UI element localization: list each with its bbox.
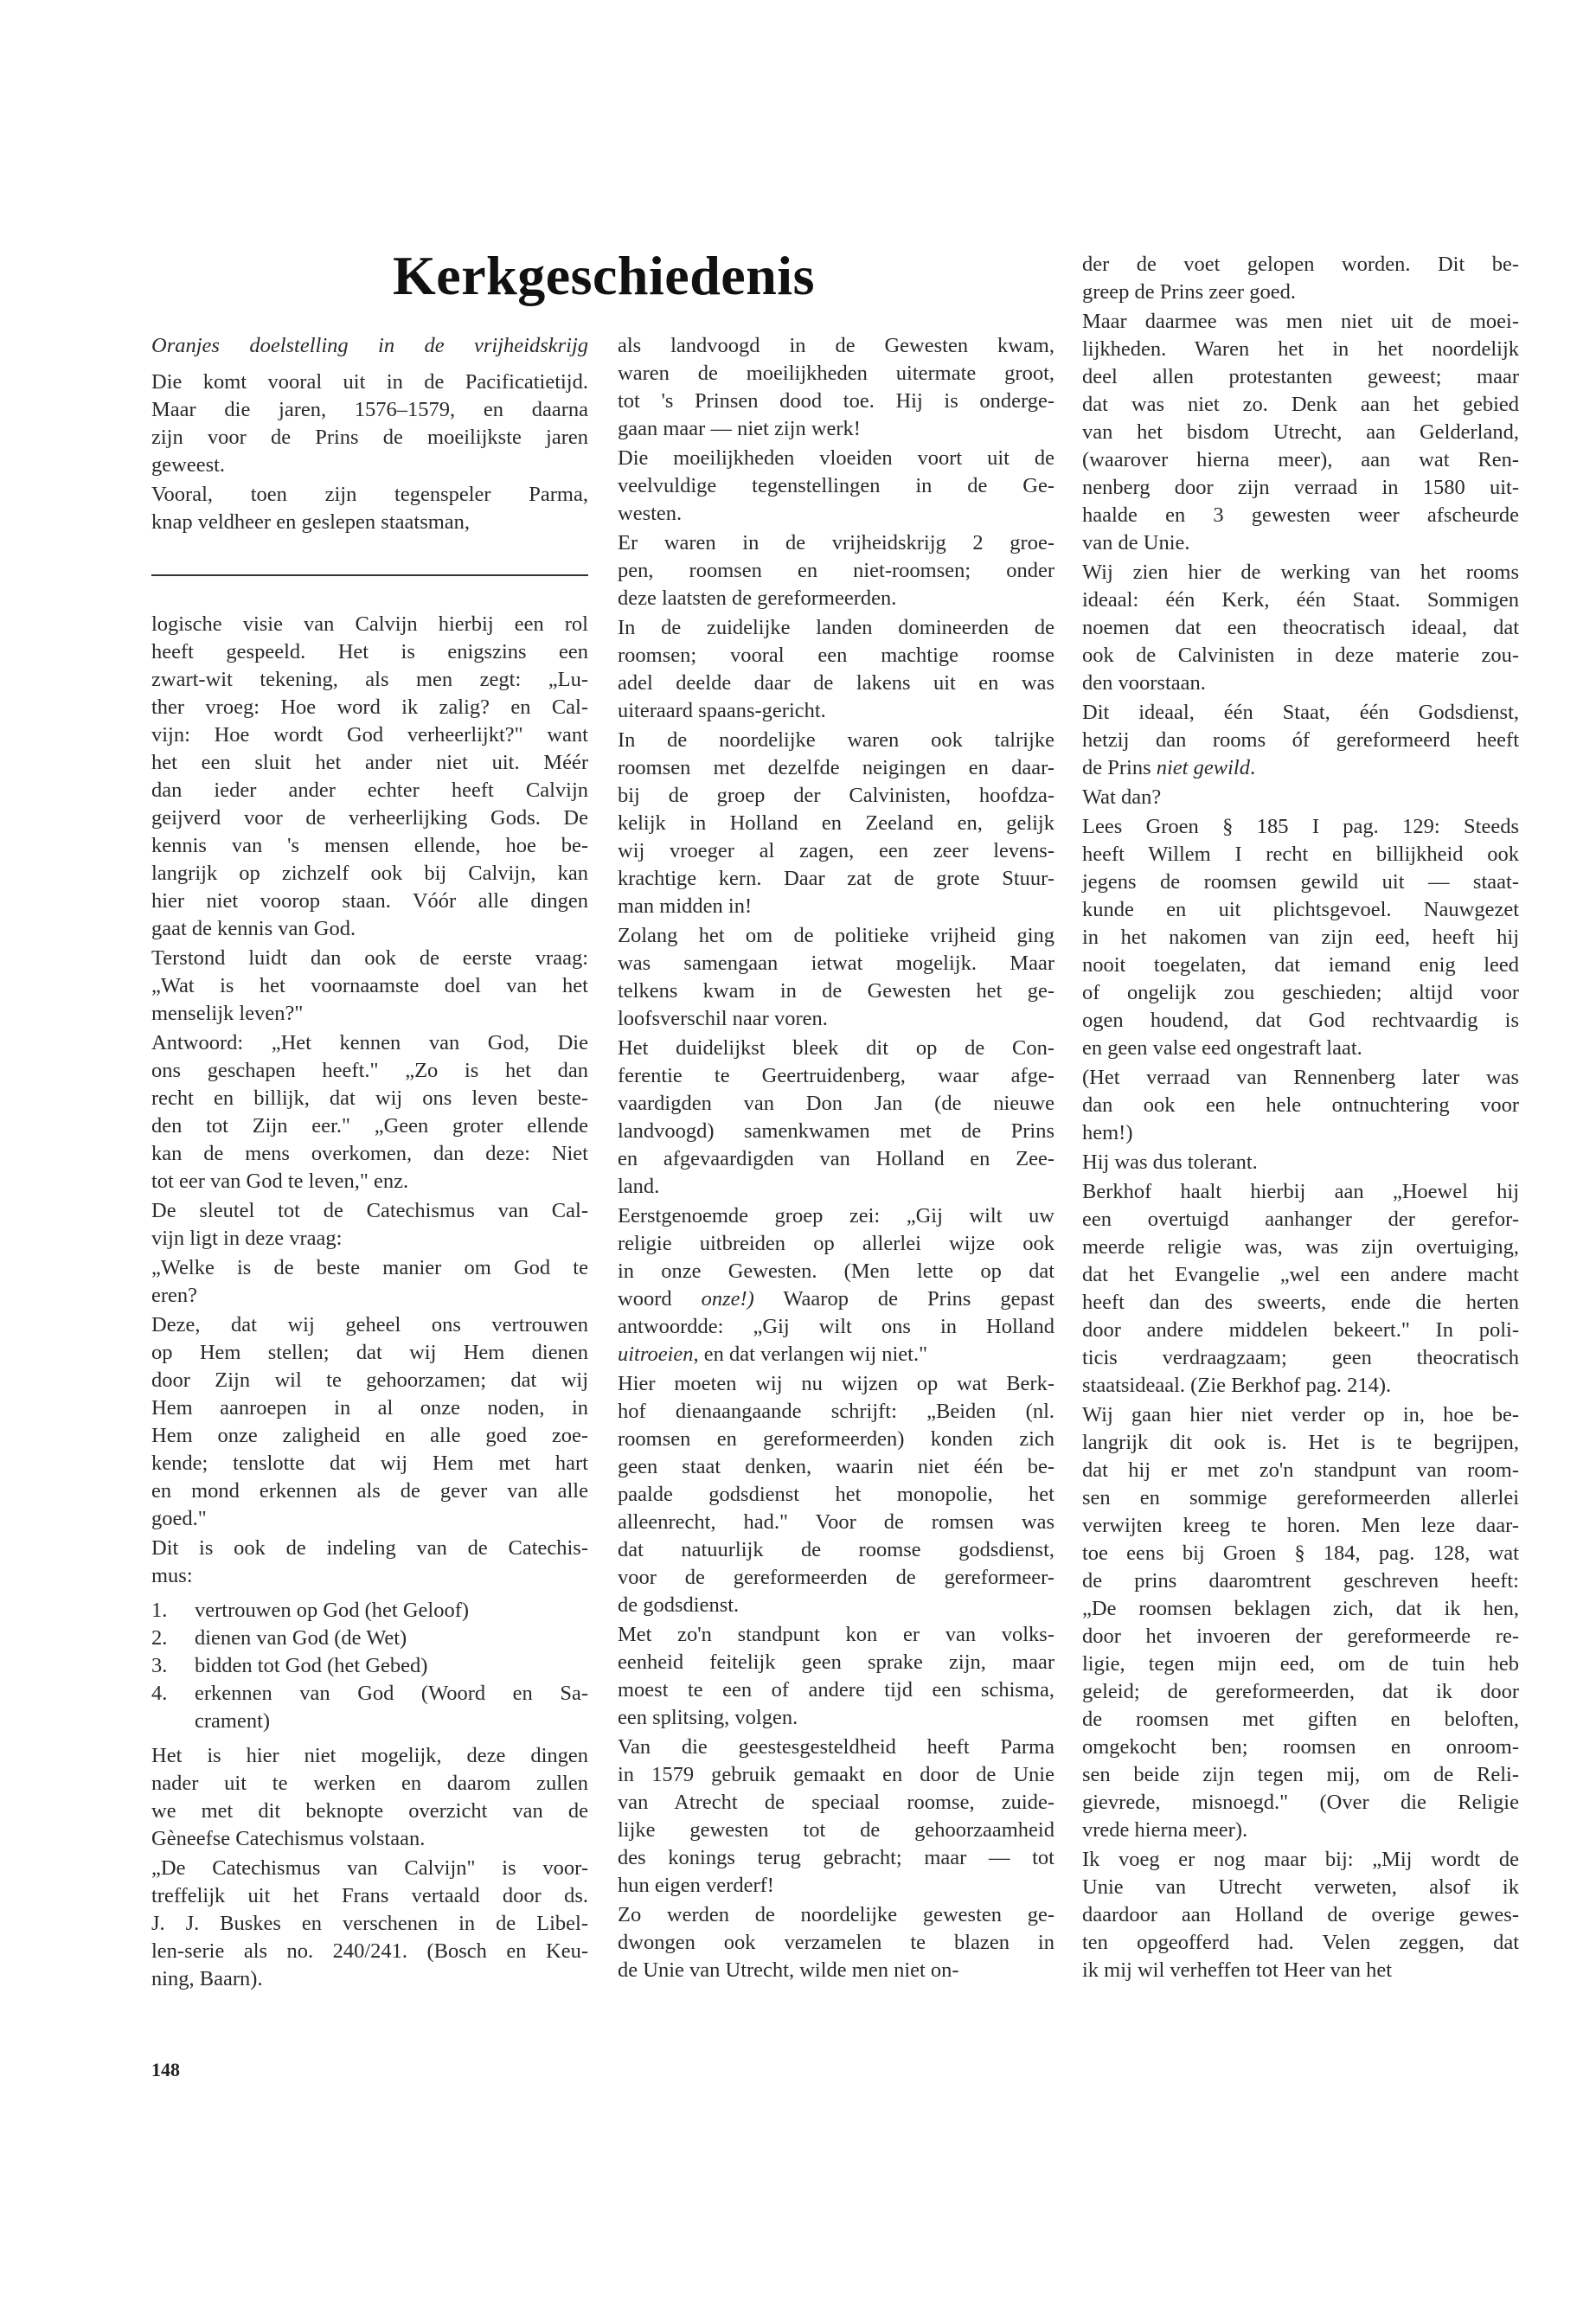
text-line: de prins daaromtrent geschreven heeft: <box>1082 1569 1519 1593</box>
list-item-text: dienen van God (de Wet) <box>195 1626 407 1650</box>
text-line: Hij was dus tolerant. <box>1082 1150 1258 1174</box>
text-line: was samengaan ietwat mogelijk. Maar <box>618 952 1054 975</box>
text-line: kende; tenslotte dat wij Hem met hart <box>151 1452 588 1475</box>
text-line: kunde en uit plichtsgevoel. Nauwgezet <box>1082 898 1519 921</box>
list-item-text: vertrouwen op God (het Geloof) <box>195 1599 470 1622</box>
paragraph <box>618 1621 1054 1732</box>
paragraph <box>151 1855 588 1993</box>
text-line: J. J. Buskes en verschenen in de Libel- <box>151 1912 588 1935</box>
text-line: geleid; de gereformeerden, dat ik door <box>1082 1680 1519 1703</box>
paragraph <box>1082 813 1519 1062</box>
text-line: hier niet voorop staan. Vóór alle dingen <box>151 889 588 913</box>
text-line: ons geschapen heeft." „Zo is het dan <box>151 1059 588 1082</box>
text-line: tot 's Prinsen dood toe. Hij is onderge- <box>618 389 1054 413</box>
text-line <box>618 1341 1054 1368</box>
text-line: toe eens bij Groen § 184, pag. 128, wat <box>1082 1541 1519 1565</box>
text-line: kennis van 's mensen ellende, hoe be- <box>151 834 588 857</box>
text-line: ligie, tegen mijn eed, om de tuin heb <box>1082 1652 1519 1676</box>
text-line: treffelijk uit het Frans vertaald door ds. <box>151 1884 588 1907</box>
text-segment: Waarop de Prins gepast <box>753 1287 1054 1311</box>
text-line: recht en billijk, dat wij ons leven beste- <box>151 1086 588 1110</box>
text-line: den tot Zijn eer." „Geen groter ellende <box>151 1114 588 1138</box>
text-line: „De roomsen beklagen zich, dat ik hen, <box>1082 1597 1519 1620</box>
text-segment: de Prins <box>1082 756 1157 779</box>
text-line: religie uitbreiden op allerlei wijze ook <box>618 1232 1054 1255</box>
list-item <box>151 1652 588 1680</box>
text-line: bij de groep der Calvinisten, hoofdza- <box>618 784 1054 807</box>
text-line <box>1082 754 1519 782</box>
text-segment: . <box>1249 756 1256 779</box>
text-line: als landvoogd in de Gewesten kwam, <box>618 334 1054 357</box>
text-line: lijkheden. Waren het in het noordelijk <box>1082 337 1519 361</box>
text-line: vaardigden van Don Jan (de nieuwe <box>618 1092 1054 1115</box>
text-line: voor de gereformeerden de gereformeer- <box>618 1566 1054 1589</box>
text-line: ideaal: één Kerk, één Staat. Sommigen <box>1082 588 1519 612</box>
text-line: gaat de kennis van God. <box>151 917 356 940</box>
text-line: Terstond luidt dan ook de eerste vraag: <box>151 946 588 970</box>
text-line: in het nakomen van zijn eed, heeft hij <box>1082 926 1519 949</box>
text-line: moest te een of andere tijd een schisma, <box>618 1678 1054 1702</box>
text-line: sen beide zijn tegen mij, om de Reli- <box>1082 1763 1519 1786</box>
text-line: van Atrecht de speciaal roomse, zuide- <box>618 1791 1054 1814</box>
text-line: des konings terug gebracht; maar — tot <box>618 1846 1054 1869</box>
text-line: roomsen met dezelfde neigingen en daar- <box>618 756 1054 779</box>
text-line: geen staat denken, waarin niet één be- <box>618 1455 1054 1478</box>
text-line: Zolang het om de politieke vrijheid ging <box>618 924 1054 947</box>
text-line: hem!) <box>1082 1121 1133 1144</box>
text-line: Berkhof haalt hierbij aan „Hoewel hij <box>1082 1180 1519 1203</box>
text-line: land. <box>618 1175 660 1198</box>
text-line: loofsverschil naar voren. <box>618 1007 828 1030</box>
text-line: hof dienaangaande schrijft: „Beiden (nl. <box>618 1400 1054 1423</box>
list-item <box>151 1597 588 1625</box>
text-line: man midden in! <box>618 894 753 918</box>
text-line: roomsen en gereformeerden) konden zich <box>618 1427 1054 1451</box>
text-line: ten opgeofferd had. Velen zeggen, dat <box>1082 1931 1519 1954</box>
text-line: eren? <box>151 1284 198 1307</box>
text-line: omgekocht ben; roomsen en onroom- <box>1082 1735 1519 1759</box>
text-line: veelvuldige tegenstellingen in de Ge- <box>618 474 1054 497</box>
text-line: zwart-wit tekening, als men zegt: „Lu- <box>151 668 588 691</box>
italic-text: niet gewild <box>1156 756 1250 779</box>
list-item-text: bidden tot God (het Gebed) <box>195 1654 428 1677</box>
paragraph <box>1082 559 1519 697</box>
text-line: Ik voeg er nog maar bij: „Mij wordt de <box>1082 1848 1519 1871</box>
text-line: dan ook een hele ontnuchtering voor <box>1082 1093 1519 1117</box>
text-line: verwijten kreeg te horen. Men leze daar- <box>1082 1514 1519 1537</box>
text-line: adel deelde daar de lakens uit en was <box>618 671 1054 695</box>
text-line: langrijk op zichzelf ook bij Calvijn, kan <box>151 862 588 885</box>
text-line: Hem aanroepen in al onze noden, in <box>151 1396 588 1420</box>
text-line: Die komt vooral uit in de Pacificatietijd. <box>151 370 588 394</box>
paragraph <box>1082 308 1519 557</box>
text-line: daardoor aan Holland de overige gewes- <box>1082 1903 1519 1926</box>
text-line: eenheid feitelijk geen sprake zijn, maar <box>618 1650 1054 1674</box>
text-line: geweest. <box>151 453 226 477</box>
paragraph <box>618 1370 1054 1619</box>
text-line: ticis verdraagzaam; geen theocratisch <box>1082 1346 1519 1369</box>
text-line: (waarover hierna meer), aan wat Ren- <box>1082 448 1519 471</box>
paragraph <box>1082 1149 1519 1176</box>
text-line: westen. <box>618 502 683 525</box>
list-item <box>151 1680 588 1708</box>
text-line: Die moeilijkheden vloeiden voort uit de <box>618 446 1054 470</box>
paragraph <box>1082 784 1519 811</box>
text-line: het een sluit het ander niet uit. Méér <box>151 751 588 774</box>
paragraph <box>618 1734 1054 1900</box>
text-line: van het bisdom Utrecht, aan Gelderland, <box>1082 420 1519 444</box>
text-line: dat hij er met zo'n standpunt van room- <box>1082 1458 1519 1482</box>
paragraph <box>151 1742 588 1853</box>
text-line: greep de Prins zeer goed. <box>1082 280 1296 304</box>
text-line: in 1579 gebruik gemaakt en door de Unie <box>618 1763 1054 1786</box>
text-line: van de Unie. <box>1082 531 1190 554</box>
text-line: Wij zien hier de werking van het rooms <box>1082 561 1519 584</box>
text-line: heeft dan des sweerts, ende die herten <box>1082 1291 1519 1314</box>
text-line: wij vroeger al zagen, een zeer levens- <box>618 839 1054 862</box>
paragraph <box>151 481 588 536</box>
text-line: mus: <box>151 1564 193 1587</box>
text-line: landvoogd) samenkwamen met de Prins <box>618 1119 1054 1143</box>
text-line: een splitsing, volgen. <box>618 1706 798 1729</box>
left-top-paragraphs <box>151 369 588 536</box>
text-line: ogen houdend, dat God rechtvaardig is <box>1082 1009 1519 1032</box>
text-line: langrijk dit ook is. Het is te begrijpen, <box>1082 1431 1519 1454</box>
paragraph <box>151 1197 588 1253</box>
list-item-text: erkennen van God (Woord en Sa- <box>195 1682 588 1705</box>
text-line: De sleutel tot de Catechismus van Cal- <box>151 1199 588 1222</box>
text-line: ferentie te Geertruidenberg, waar afge- <box>618 1064 1054 1087</box>
article-title: Kerkgeschiedenis <box>393 245 815 306</box>
paragraph <box>618 445 1054 528</box>
text-line: alleenrecht, had." Voor de romsen was <box>618 1510 1054 1534</box>
text-line: heeft gespeeld. Het is enigszins een <box>151 640 588 663</box>
text-line: door Zijn wil te gehoorzamen; dat wij <box>151 1368 588 1392</box>
text-line: uiteraard spaans-gericht. <box>618 699 826 722</box>
column-divider-rule <box>151 574 588 576</box>
paragraph <box>1082 699 1519 782</box>
text-line: kan de mens overkomen, dan deze: Niet <box>151 1142 588 1165</box>
paragraph <box>618 727 1054 920</box>
text-segment: , en dat verlangen wij niet." <box>693 1343 928 1366</box>
text-line: paalde godsdienst het monopolie, het <box>618 1483 1054 1506</box>
text-line: Wat dan? <box>1082 785 1162 809</box>
italic-text: uitroeien <box>618 1343 694 1366</box>
text-line: vijn: Hoe wordt God verheerlijkt?" want <box>151 723 588 747</box>
text-line: In de noordelijke waren ook talrijke <box>618 728 1054 752</box>
text-line: Van die geestesgesteldheid heeft Parma <box>618 1735 1054 1759</box>
left-column <box>151 611 588 1995</box>
paragraph <box>1082 1846 1519 1984</box>
text-line: (Het verraad van Rennenberg later was <box>1082 1066 1519 1089</box>
text-line: hetzij dan rooms óf gereformeerd heeft <box>1082 728 1519 752</box>
text-segment: woord <box>618 1287 702 1311</box>
text-line: dat natuurlijk de roomse godsdienst, <box>618 1538 1054 1561</box>
text-line: ook de Calvinisten in deze materie zou- <box>1082 644 1519 667</box>
paragraph <box>618 1202 1054 1368</box>
text-line <box>618 1285 1054 1313</box>
right-paragraphs <box>1082 251 1519 1984</box>
text-line: Lees Groen § 185 I pag. 129: Steeds <box>1082 815 1519 838</box>
list-item <box>151 1625 588 1652</box>
paragraph <box>1082 1178 1519 1400</box>
text-line: we met dit beknopte overzicht van de <box>151 1799 588 1823</box>
paragraph <box>618 1035 1054 1201</box>
text-line: „De Catechismus van Calvijn" is voor- <box>151 1856 588 1880</box>
text-line: roomsen; vooral een machtige roomse <box>618 644 1054 667</box>
list-number: 4. <box>151 1682 168 1705</box>
paragraph <box>618 332 1054 443</box>
text-line: dat het Evangelie „wel een andere macht <box>1082 1263 1519 1286</box>
text-line: Unie van Utrecht verweten, alsof ik <box>1082 1875 1519 1899</box>
text-line: dan ieder ander echter heeft Calvijn <box>151 779 588 802</box>
left-end-paragraphs <box>151 1742 588 1993</box>
text-line: of ongelijk zou geschieden; altijd voor <box>1082 981 1519 1004</box>
text-line: lijke gewesten tot de gehoorzaamheid <box>618 1818 1054 1842</box>
text-line: Wij gaan hier niet verder op in, hoe be- <box>1082 1403 1519 1426</box>
paragraph <box>1082 251 1519 306</box>
text-line: door andere middelen bekeert." In poli- <box>1082 1318 1519 1342</box>
text-line: gaan maar — niet zijn werk! <box>618 417 861 440</box>
text-line: vrede hierna meer). <box>1082 1818 1248 1842</box>
text-line: en mond erkennen als de gever van alle <box>151 1479 588 1503</box>
text-line: Eerstgenoemde groep zei: „Gij wilt uw <box>618 1204 1054 1227</box>
text-line: dat was niet zo. Denk aan het gebied <box>1082 393 1519 416</box>
text-line: goed." <box>151 1507 207 1530</box>
text-line: Antwoord: „Het kennen van God, Die <box>151 1031 588 1054</box>
text-line: sen en sommige gereformeerden allerlei <box>1082 1486 1519 1509</box>
list-number: 1. <box>151 1599 168 1622</box>
text-line: gievrede, misnoegd." (Over die Religie <box>1082 1791 1519 1814</box>
text-line: door het invoeren der gereformeerde re- <box>1082 1625 1519 1648</box>
list-number: 2. <box>151 1626 168 1650</box>
text-line: waren de moeilijkheden uitermate groot, <box>618 362 1054 385</box>
text-line: Gèneefse Catechismus volstaan. <box>151 1827 426 1850</box>
text-line: nader uit te werken en daarom zullen <box>151 1772 588 1795</box>
paragraph <box>1082 1401 1519 1844</box>
text-line: Maar die jaren, 1576–1579, en daarna <box>151 398 588 421</box>
text-line: der de voet gelopen worden. Dit be- <box>1082 253 1519 276</box>
text-line: ther vroeg: Hoe word ik zalig? en Cal- <box>151 695 588 719</box>
text-line: Het is hier niet mogelijk, deze dingen <box>151 1744 588 1767</box>
text-line: telkens kwam in de Gewesten het ge- <box>618 979 1054 1003</box>
text-line: Dit is ook de indeling van de Catechis- <box>151 1536 588 1560</box>
text-line: Deze, dat wij geheel ons vertrouwen <box>151 1313 588 1336</box>
text-line: dwongen ook verzamelen te blazen in <box>618 1931 1054 1954</box>
text-line: en geen valse eed ongestraft laat. <box>1082 1036 1362 1060</box>
text-line: en afgevaardigden van Holland en Zee- <box>618 1147 1054 1170</box>
text-line: den voorstaan. <box>1082 671 1206 695</box>
text-line: menselijk leven?" <box>151 1002 304 1025</box>
text-line: nenberg door zijn verraad in 1580 uit- <box>1082 476 1519 499</box>
paragraph <box>618 1901 1054 1984</box>
text-line: len-serie als no. 240/241. (Bosch en Keu- <box>151 1939 588 1963</box>
text-line: in onze Gewesten. (Men lette op dat <box>618 1259 1054 1283</box>
text-line: Hier moeten wij nu wijzen op wat Berk- <box>618 1372 1054 1395</box>
italic-text: onze!) <box>701 1287 754 1311</box>
middle-column <box>618 332 1054 1986</box>
text-line: deel allen protestanten geweest; maar <box>1082 365 1519 388</box>
list-item-continuation: crament) <box>195 1709 271 1733</box>
text-line: meerde religie was, was zijn overtuiging, <box>1082 1235 1519 1259</box>
text-line: nooit toegelaten, dat iemand enig leed <box>1082 953 1519 977</box>
text-line: In de zuidelijke landen domineerden de <box>618 616 1054 639</box>
text-line: Dit ideaal, één Staat, één Godsdienst, <box>1082 701 1519 724</box>
paragraph <box>151 1029 588 1195</box>
page-number: 148 <box>151 2059 180 2080</box>
numbered-list <box>151 1597 588 1735</box>
text-line: staatsideaal. (Zie Berkhof pag. 214). <box>1082 1374 1392 1397</box>
paragraph <box>151 611 588 943</box>
text-line: de Unie van Utrecht, wilde men niet on- <box>618 1958 959 1982</box>
text-line: tot eer van God te leven," enz. <box>151 1170 409 1193</box>
text-line: pen, roomsen en niet-roomsen; onder <box>618 559 1054 582</box>
text-line: Maar daarmee was men niet uit de moei- <box>1082 310 1519 333</box>
text-line: heeft Willem I recht en billijkheid ook <box>1082 843 1519 866</box>
text-line: jegens de roomsen gewild uit — staat- <box>1082 870 1519 894</box>
text-line: ik mij wil verheffen tot Heer van het <box>1082 1958 1393 1982</box>
text-line: „Wat is het voornaamste doel van het <box>151 974 588 997</box>
text-line: logische visie van Calvijn hierbij een rol <box>151 612 588 636</box>
paragraph <box>151 945 588 1028</box>
text-line: noemen dat een theocratisch ideaal, dat <box>1082 616 1519 639</box>
text-line: een overtuigd aanhanger der gerefor- <box>1082 1208 1519 1231</box>
text-line: Er waren in de vrijheidskrijg 2 groe- <box>618 531 1054 554</box>
text-line: op Hem stellen; dat wij Hem dienen <box>151 1341 588 1364</box>
list-number: 3. <box>151 1654 168 1677</box>
text-line: de godsdienst. <box>618 1593 740 1617</box>
text-line: geijverd voor de verheerlijking Gods. De <box>151 806 588 830</box>
paragraph <box>618 614 1054 725</box>
text-line: knap veldheer en geslepen staatsman, <box>151 510 471 534</box>
paragraph <box>151 1254 588 1310</box>
text-line: deze laatsten de gereformeerden. <box>618 586 897 610</box>
paragraph <box>151 1311 588 1533</box>
text-line: „Welke is de beste manier om God te <box>151 1256 588 1279</box>
text-line: Met zo'n standpunt kon er van volks- <box>618 1623 1054 1646</box>
text-line: Zo werden de noordelijke gewesten ge- <box>618 1903 1054 1926</box>
text-line: krachtige kern. Daar zat de grote Stuur- <box>618 867 1054 890</box>
text-line: Het duidelijkst bleek dit op de Con- <box>618 1036 1054 1060</box>
paragraph <box>151 1535 588 1590</box>
text-line: Hem onze zaligheid en alle goed zoe- <box>151 1424 588 1447</box>
left-paragraphs <box>151 611 588 1590</box>
text-line: vijn ligt in deze vraag: <box>151 1227 343 1250</box>
middle-paragraphs <box>618 332 1054 1984</box>
text-line: ning, Baarn). <box>151 1967 263 1990</box>
right-column <box>1082 251 1519 1986</box>
left-column-top <box>151 332 588 538</box>
text-line: hun eigen verderf! <box>618 1874 774 1897</box>
text-line: haalde en 3 gewesten weer afscheurde <box>1082 503 1519 527</box>
paragraph <box>618 529 1054 612</box>
text-line: de roomsen met giften en beloften, <box>1082 1708 1519 1731</box>
paragraph <box>1082 1064 1519 1147</box>
text-line: kelijk in Holland en Zeeland en, gelijk <box>618 811 1054 835</box>
paragraph <box>151 369 588 479</box>
text-line: Vooral, toen zijn tegenspeler Parma, <box>151 483 588 506</box>
text-line: antwoordde: „Gij wilt ons in Holland <box>618 1315 1054 1338</box>
text-line: zijn voor de Prins de moeilijkste jaren <box>151 426 588 449</box>
section-subtitle: Oranjes doelstelling in de vrijheidskrijg <box>151 334 588 357</box>
paragraph <box>618 922 1054 1033</box>
